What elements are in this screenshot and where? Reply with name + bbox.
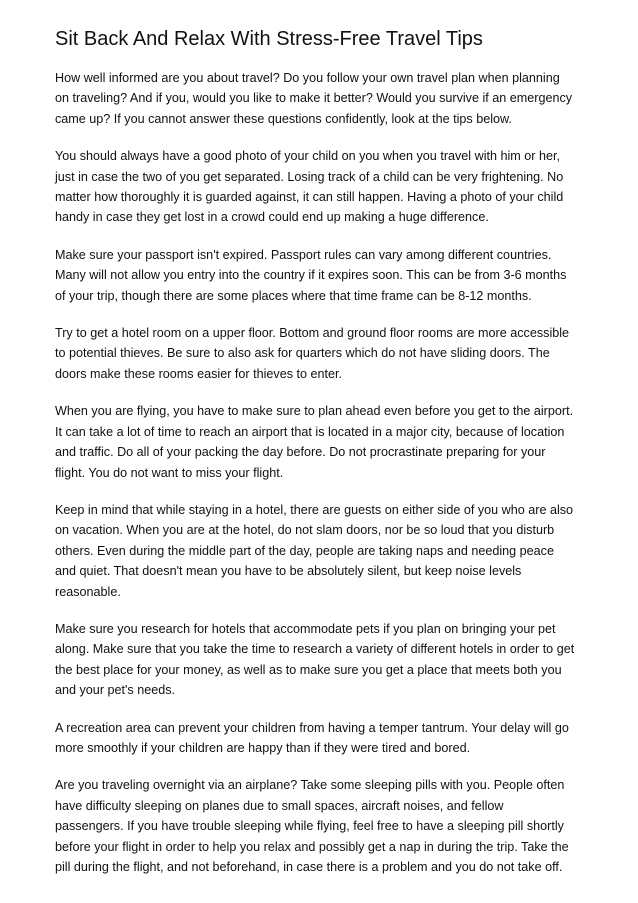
paragraph-line: pill during the flight, and not beforehand, in case there is a problem and you do not take off. [55,860,563,874]
paragraph-line: It can take a lot of time to reach an airport that is located in a major city, because of location [55,424,565,439]
paragraph-line: reasonable. [55,584,121,599]
paragraph-line: have difficulty sleeping on planes due to small spaces, aircraft noises, and fellow [55,798,504,813]
paragraph-line: the best place for your money, as well as to make sure you get a place that meets both you [55,662,562,677]
paragraph-line: and your pet's needs. [55,683,176,698]
paragraph-line: others. Even during the middle part of the day, people are taking naps and needing peace [55,543,554,558]
paragraph-line: Many will not allow you entry into the country if it expires soon. This can be from 3-6 months [55,268,567,283]
paragraph-line: along. Make sure that you take the time to research a variety of different hotels in order to get [55,642,575,657]
paragraph [55,401,595,483]
paragraph-line: How well informed are you about travel? Do you follow your own travel plan when planning [55,71,560,85]
paragraph [55,500,595,602]
paragraph [55,146,595,228]
paragraph-line: Try to get a hotel room on a upper floor. Bottom and ground floor rooms are more accessible [55,326,570,341]
paragraph-line: came up? If you cannot answer these questions confidently, look at the tips below. [55,111,512,126]
paragraph-line: doors make these rooms easier for thieves to enter. [55,366,342,381]
paragraph [55,775,595,877]
paragraph-line: Make sure you research for hotels that accommodate pets if you plan on bringing your pet [55,621,556,636]
document-title: Sit Back And Relax With Stress-Free Travel Tips [55,28,483,50]
paragraph-line: You should always have a good photo of your child on you when you travel with him or her, [55,149,560,164]
paragraph-line: before your flight in order to help you relax and possibly get a nap in during the trip. Take the [55,839,569,854]
paragraph-line: Are you traveling overnight via an airplane? Take some sleeping pills with you. People often [55,778,565,793]
paragraph [55,718,595,759]
paragraph-line: flight. You do not want to miss your flight. [55,465,284,480]
paragraph-line: of your trip, though there are some places where that time frame can be 8-12 months. [55,288,532,303]
paragraph-line: Make sure your passport isn't expired. Passport rules can vary among different countries. [55,247,552,262]
paragraph-line: to potential thieves. Be sure to also ask for quarters which do not have sliding doors. The [55,346,550,361]
paragraph-line: on traveling? And if you, would you like to make it better? Would you survive if an emergency [55,91,573,106]
paragraph [55,323,595,384]
paragraph [55,245,595,306]
paragraph-line: and quiet. That doesn't mean you have to be absolutely silent, but keep noise levels [55,564,522,579]
paragraph-line: Keep in mind that while staying in a hotel, there are guests on either side of you who are also [55,502,574,517]
paragraph-line: more smoothly if your children are happy than if they were tired and bored. [55,740,471,755]
paragraph-line: handy in case they get lost in a crowd could end up making a huge difference. [55,210,489,225]
paragraph-line: A recreation area can prevent your children from having a temper tantrum. Your delay will go [55,720,569,735]
paragraph [55,619,595,701]
document-body [55,68,595,894]
paragraph-line: matter how thoroughly it is guarded against, it can still happen. Having a photo of your child [55,190,564,205]
paragraph-line: passengers. If you have trouble sleeping while flying, feel free to have a sleeping pill shortly [55,819,564,834]
paragraph-line: and traffic. Do all of your packing the day before. Do not procrastinate preparing for your [55,445,546,460]
paragraph [55,68,595,129]
paragraph-line: on vacation. When you are at the hotel, do not slam doors, nor be so loud that you disturb [55,523,555,538]
paragraph-line: When you are flying, you have to make sure to plan ahead even before you get to the airport. [55,404,574,419]
paragraph-line: just in case the two of you get separated. Losing track of a child can be very frightening. No [55,169,564,184]
